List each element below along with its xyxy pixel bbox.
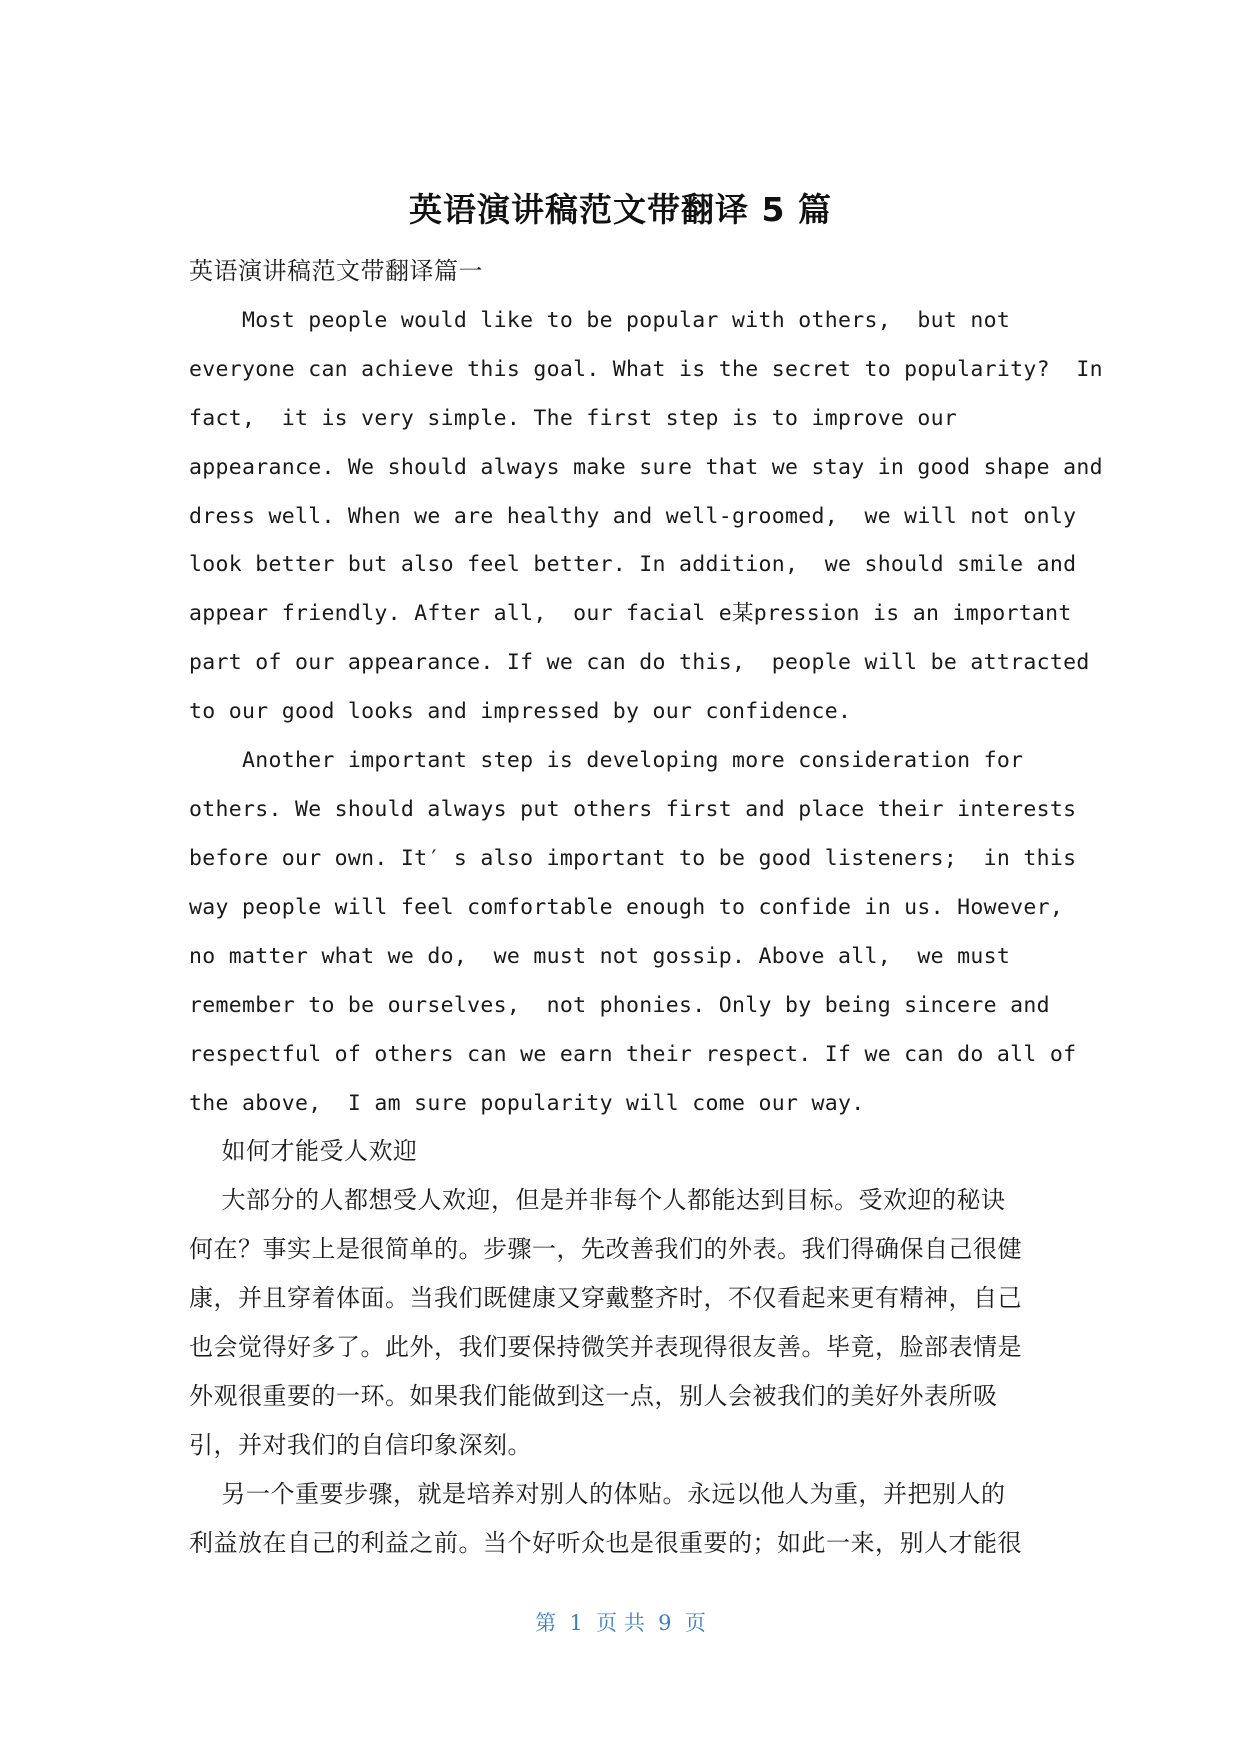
english-line: remember to be ourselves, not phonies. Only by being sincere and [189,993,1050,1018]
english-line: appear friendly. After all, our facial e某pression is an important [189,601,1072,626]
chinese-line: 也会觉得好多了。此外，我们要保持微笑并表现得很友善。毕竟，脸部表情是 [189,1333,1022,1361]
english-line: fact, it is very simple. The first step is to improve our [189,406,958,431]
chinese-line: 何在？事实上是很简单的。步骤一，先改善我们的外表。我们得确保自己很健 [189,1235,1022,1263]
chinese-line: 利益放在自己的利益之前。当个好听众也是很重要的；如此一来，别人才能很 [189,1529,1022,1557]
english-line: part of our appearance. If we can do this, people will be attracted [189,650,1090,675]
section-heading: 英语演讲稿范文带翻译篇一 [189,257,483,285]
english-line: everyone can achieve this goal. What is the secret to popularity? In [189,357,1103,382]
chinese-line: 另一个重要步骤，就是培养对别人的体贴。永远以他人为重，并把别人的 [189,1480,1006,1508]
english-line: no matter what we do, we must not gossip. Above all, we must [189,944,1011,969]
english-line: the above, I am sure popularity will come our way. [189,1091,865,1116]
english-line: way people will feel comfortable enough to confide in us. However, [189,895,1064,920]
english-line: others. We should always put others first and place their interests [189,797,1077,822]
chinese-line: 大部分的人都想受人欢迎，但是并非每个人都能达到目标。受欢迎的秘诀 [189,1186,1006,1214]
english-line: appearance. We should always make sure that we stay in good shape and [189,455,1103,480]
english-line: Another important step is developing more consideration for [189,748,1024,773]
english-line: look better but also feel better. In addition, we should smile and [189,552,1077,577]
chinese-line: 康，并且穿着体面。当我们既健康又穿戴整齐时，不仅看起来更有精神，自己 [189,1284,1022,1312]
english-line: dress well. When we are healthy and well-groomed, we will not only [189,504,1077,529]
chinese-line: 外观很重要的一环。如果我们能做到这一点，别人会被我们的美好外表所吸 [189,1382,998,1410]
translation-title: 如何才能受人欢迎 [189,1137,418,1165]
english-line: to our good looks and impressed by our confidence. [189,699,852,724]
page-number-footer: 第 1 页 共 9 页 [535,1611,706,1635]
english-line: respectful of others can we earn their respect. If we can do all of [189,1042,1077,1067]
english-line: before our own. It′ s also important to be good listeners; in this [189,846,1077,871]
document-title: 英语演讲稿范文带翻译 5 篇 [409,190,832,229]
english-line: Most people would like to be popular with others, but not [189,308,1011,333]
chinese-line: 引，并对我们的自信印象深刻。 [189,1431,532,1459]
